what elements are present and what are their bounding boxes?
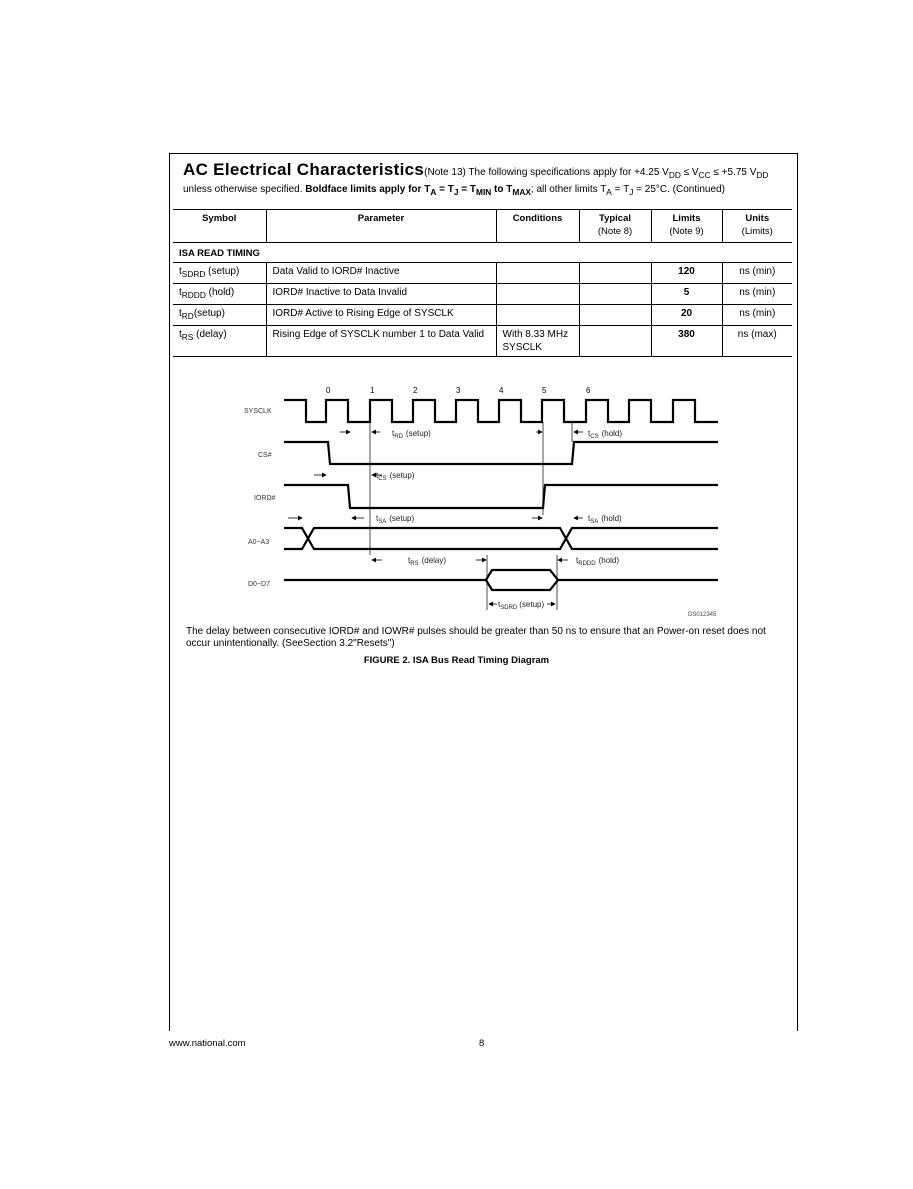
header-parameter: Parameter	[266, 210, 496, 243]
vdd-mid: ≤ V	[680, 167, 699, 178]
signal-cs: CS#	[258, 452, 272, 459]
sub-dd: DD	[668, 170, 681, 180]
label-t-cs-setup: $t_{CS}$ (setup)	[376, 471, 415, 482]
label-t-sa-setup: $t_{SA}$ (setup)	[376, 514, 415, 525]
symbol-cell: $t_{RS}$ (delay)	[173, 326, 266, 357]
clock-number-2: 2	[413, 386, 418, 395]
clock-number-4: 4	[499, 386, 504, 395]
limit-cell: 5	[651, 284, 722, 305]
typical-cell	[579, 305, 651, 326]
conditions-cell	[496, 305, 579, 326]
sub-a2: A	[606, 187, 612, 197]
limit-cell: 380	[651, 326, 722, 357]
sub-dd-2: DD	[756, 170, 769, 180]
line2-end: = 25°C. (Continued)	[633, 184, 725, 195]
data-bus	[284, 570, 718, 590]
header-conditions: Conditions	[496, 210, 579, 243]
spec-table	[173, 209, 792, 357]
line2-start: unless otherwise specified.	[183, 184, 303, 195]
limit-cell: 20	[651, 305, 722, 326]
conditions-cell: With 8.33 MHz SYSCLK	[496, 326, 579, 357]
iord-waveform	[284, 485, 718, 508]
symbol-cell: $t_{RDDD}$ (hold)	[173, 284, 266, 305]
typical-cell	[579, 263, 651, 284]
parameter-cell: IORD# Inactive to Data Invalid	[266, 284, 496, 305]
clock-number-0: 0	[326, 386, 331, 395]
conditions-line	[183, 183, 783, 199]
label-t-rd: $t_{RD}$ (setup)	[392, 429, 431, 440]
line2-tail: = T	[611, 184, 630, 195]
symbol-cell: $t_{RD}(setup)$	[173, 305, 266, 326]
address-bus	[284, 528, 718, 549]
unit-cell: ns (min)	[722, 284, 792, 305]
group-label: ISA READ TIMING	[179, 248, 260, 259]
signal-data: D0−D7	[248, 581, 270, 588]
figure-caption: FIGURE 2. ISA Bus Read Timing Diagram	[363, 655, 550, 666]
line2-rest: ; all other limits T	[530, 184, 607, 195]
sysclk-waveform	[284, 400, 718, 422]
line2-tj: = T	[436, 184, 454, 195]
footer-page-number: 8	[479, 1038, 485, 1049]
label-t-cs-hold: $t_{CS}$ (hold)	[588, 429, 623, 440]
timing-diagram	[240, 380, 730, 625]
limit-cell: 120	[651, 263, 722, 284]
typical-cell	[579, 326, 651, 357]
group-row	[173, 243, 792, 263]
timing-note: The delay between consecutive IORD# and IOWR# pulses should be greater than 50 ns to ensure that an Power-on reset does not occur unintentionally. (SeeSection 3.2"Resets")	[186, 626, 766, 649]
header-typical: Typical (Note 8)	[579, 210, 651, 243]
unit-cell: ns (max)	[722, 326, 792, 357]
header-symbol: Symbol	[173, 210, 266, 243]
parameter-cell: IORD# Active to Rising Edge of SYSCLK	[266, 305, 496, 326]
spec-text: The following specifications apply for +4.25 V	[468, 167, 669, 178]
parameter-cell: Data Valid to IORD# Inactive	[266, 263, 496, 284]
label-t-rddd-hold: $t_{RDDD}$ (hold)	[576, 556, 620, 567]
unit-cell: ns (min)	[722, 263, 792, 284]
line2-to: to T	[491, 184, 513, 195]
line2-tmin: = T	[458, 184, 477, 195]
clock-number-1: 1	[370, 386, 375, 395]
note-ref: (Note 13)	[424, 167, 466, 178]
section-title: AC Electrical Characteristics	[183, 160, 425, 179]
conditions-cell	[496, 284, 579, 305]
signal-sysclk: SYSCLK	[244, 408, 272, 415]
header-units: Units (Limits)	[722, 210, 792, 243]
clock-number-6: 6	[586, 386, 591, 395]
unit-cell: ns (min)	[722, 305, 792, 326]
signal-iord: IORD#	[254, 495, 276, 502]
footer-website[interactable]: www.national.com	[169, 1038, 246, 1049]
sub-max: MAX	[512, 187, 531, 197]
table-row	[173, 305, 792, 326]
table-row	[173, 284, 792, 305]
title-line	[183, 162, 783, 183]
parameter-cell: Rising Edge of SYSCLK number 1 to Data Valid	[266, 326, 496, 357]
table-header-row	[173, 210, 792, 243]
sub-a: A	[430, 187, 437, 197]
line2-bold: Boldface limits apply for T	[305, 184, 431, 195]
sub-min: MIN	[476, 187, 492, 197]
label-t-sa-hold: $t_{SA}$ (hold)	[588, 514, 622, 525]
table-row	[173, 263, 792, 284]
vdd-end: ≤ +5.75 V	[710, 167, 757, 178]
signal-address: A0−A3	[248, 539, 270, 546]
conditions-cell	[496, 263, 579, 284]
sub-cc: CC	[698, 170, 711, 180]
sub-j2: J	[629, 187, 634, 197]
figure-id: DS012345	[688, 612, 717, 618]
symbol-cell: $t_{SDRD}$ (setup)	[173, 263, 266, 284]
sub-j: J	[453, 187, 459, 197]
clock-number-3: 3	[456, 386, 461, 395]
clock-number-5: 5	[542, 386, 547, 395]
section-header	[183, 162, 783, 199]
label-t-sdrd-setup: $t_{SDRD}$ (setup)	[498, 600, 545, 611]
typical-cell	[579, 284, 651, 305]
label-t-rs-delay: $t_{RS}$ (delay)	[408, 556, 447, 567]
header-limits: Limits (Note 9)	[651, 210, 722, 243]
table-row	[173, 326, 792, 357]
cs-waveform	[284, 442, 718, 464]
